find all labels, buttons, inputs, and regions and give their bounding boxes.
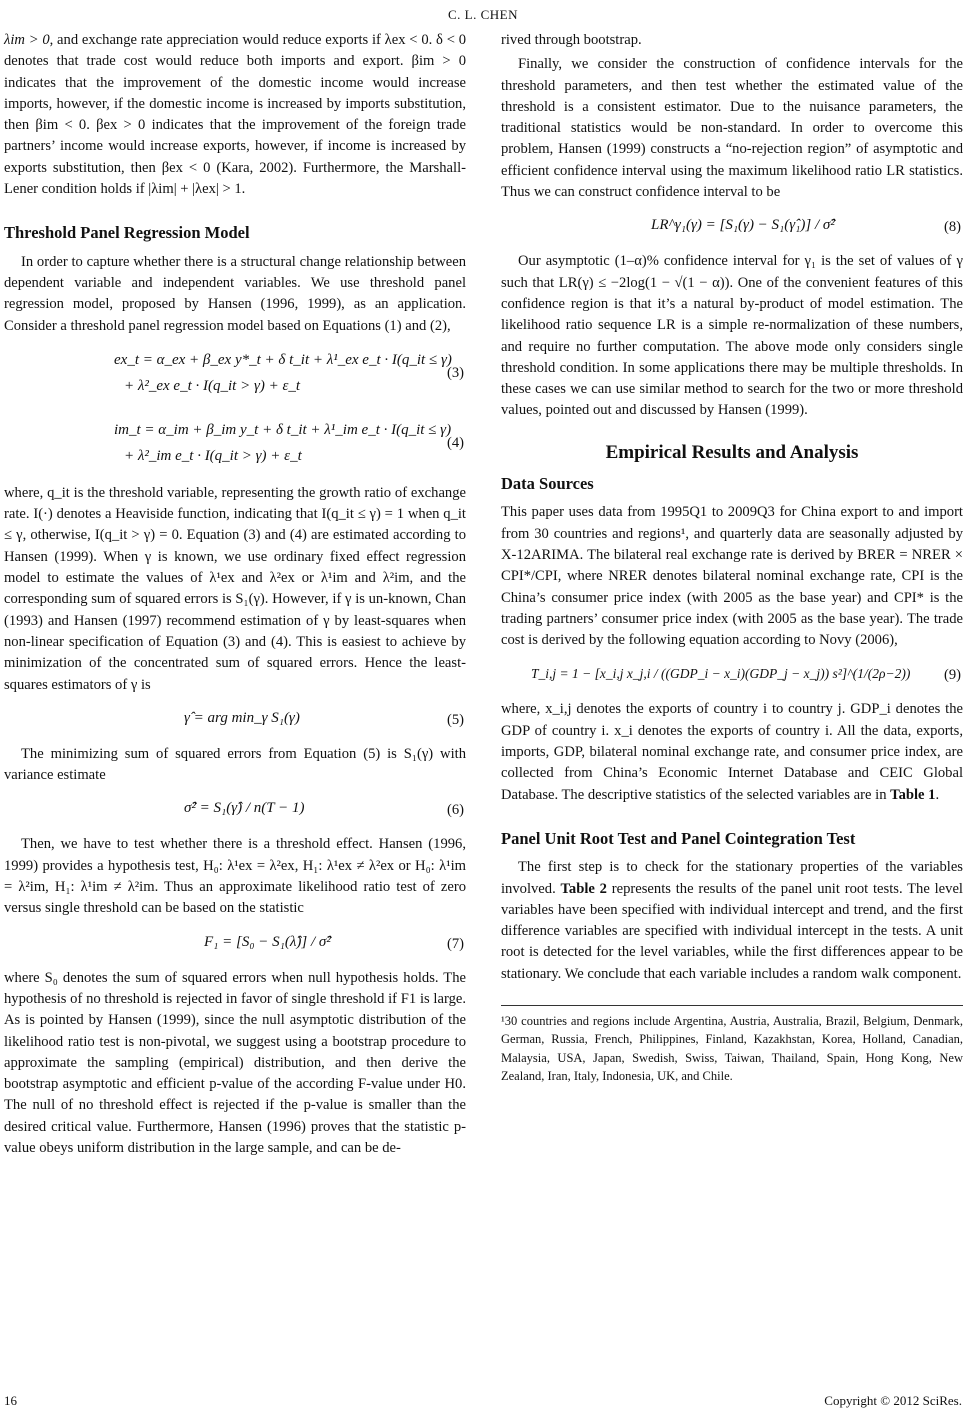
equation-9-number: (9) xyxy=(943,667,961,684)
equation-3 xyxy=(4,343,466,407)
paragraph-1-lead: λim > 0 xyxy=(4,32,50,48)
equation-5-body: γ̂ = arg min_γ S₁(γ) xyxy=(184,709,300,726)
paragraph-9: Our asymptotic (1–α)% confidence interval for γ₁ is the set of values of γ such that LR(γ) ≤ −2log(1 − √(1 − α)). One of the convenient features of this confidence region is that it’s a natural by-product of model estimation. The likelihood ratio sequence LR is a simple re-normalization of these numbers, and require no further computation. The above mode only considers single threshold condition. In some applications there may be multiple thresholds. In these cases we can use similar method to search for the two or more threshold values, pointed out and discussed by Hansen (1999). xyxy=(501,253,963,419)
copyright-notice: Copyright © 2012 SciRes. xyxy=(824,1393,962,1408)
paragraph-11-text: where, x_i,j denotes the exports of country i to country j. GDP_i denotes the GDP of country i. x_i denotes the exports of country i. All the data, exports, imports, GDP, bilateral nominal exchange rate, and consumer price index, are collected from China’s Economic Internet Database and CEIC Global Database. The descriptive statistics of the selected variables are in xyxy=(501,701,963,803)
paragraph-11-end: . xyxy=(935,786,940,803)
table-1-reference[interactable]: Table 1 xyxy=(890,786,936,803)
equation-8 xyxy=(501,209,963,245)
paragraph-1-text: , and exchange rate appreciation would reduce exports if λex < 0. δ < 0 denotes that trade cost would reduce both imports and export. βim > 0 indicates that the improvement of the domestic income would increase imports, however, if the domestic income is increased by imports substitution, then βim < 0. βex > 0 indicates that the improvement of the foreign trade partners’ income would increase exports, however, if income is increased by exports substitution, then βex < 0 (Kara, 2002). Furthermore, the Marshall-Lener condition holds if |λim| + |λex| > 1. xyxy=(4,32,467,198)
paragraph-11 xyxy=(501,699,963,805)
page-number: 16 xyxy=(4,1393,17,1408)
footnote-1: ¹30 countries and regions include Argentina, Austria, Australia, Brazil, Belgium, Denmark, German, Russia, French, Philippines, Finland, Kazakhstan, Korea, Holland, Canadian, Malaysia, USA, Japan, Swedish, Swiss, Taiwan, Thailand, Spain, Hong Kong, New Zealand, Iran, Italy, Indonesia, UK, and Chile. xyxy=(501,1013,963,1084)
equation-7-body: F₁ = [S₀ − S₁(λ̂)] / σ̂² xyxy=(204,933,331,950)
equation-5 xyxy=(4,702,466,738)
table-2-reference[interactable]: Table 2 xyxy=(560,880,607,897)
paragraph-4: The minimizing sum of squared errors from Equation (5) is S₁(γ) with variance estimate xyxy=(4,745,466,784)
equation-4-line-2: + λ²_im e_t · I(q_it > γ) + ε_t xyxy=(124,447,302,464)
section-title-unit-root: Panel Unit Root Test and Panel Cointegration Test xyxy=(501,828,856,848)
paragraph-3: where, q_it is the threshold variable, representing the growth ratio of exchange rate. I(·) denotes a Heaviside function, indicating that I(q_it ≤ γ) = 1 when q_it ≤ γ, otherwise, I(q_it > γ) = 0. Equation (3) and (4) are estimated according to Hansen (1999). When γ is known, we use ordinary fixed effect regression model to estimate the values of λ¹ex and λ²ex or λ¹im and λ²im, and the corresponding sum of squared errors is S₁(γ). However, if γ is un-known, Chan (1993) and Hansen (1997) recommend estimation of γ by least-squares when non-linear specification of Equation (3) and (4). This is easiest to achieve by minimization of the concentrated sum of squared errors. Hence the least-squares estimators of γ is xyxy=(4,484,466,693)
paragraph-8: Finally, we consider the construction of confidence intervals for the threshold parameters, and then test whether the estimated value of the threshold is a consistent estimator. Due to the nuisance parameters, the traditional statistics would be non-standard. In order to overcome this problem, Hansen (1999) constructs a “no-rejection region” of asymptotic and efficient confidence interval using the maximum likelihood ratio LR statistics. Thus we can construct confidence interval to be xyxy=(501,56,963,201)
equation-6-body: σ̂² = S₁(γ̂) / n(T − 1) xyxy=(184,800,305,817)
equation-3-line-2: + λ²_ex e_t · I(q_it > γ) + ε_t xyxy=(124,377,301,394)
equation-8-number: (8) xyxy=(943,219,961,236)
equation-9-body: T_i,j = 1 − [x_i,j x_j,i / ((GDP_i − x_i)(GDP_j − x_j)) s²]^(1/(2ρ−2)) xyxy=(531,666,911,682)
paragraph-10: This paper uses data from 1995Q1 to 2009Q3 for China export to and import from 30 countries and regions¹, and quarterly data are seasonally adjusted by X-12ARIMA. The bilateral real exchange rate is derived by BRER = NRER × CPI*/CPI, where NRER denotes bilateral nominal exchange rate, CPI is the China’s consumer price index (with 2005 as the base year) and CPI* is the trading partners’ consumer price index (with 2005 as the base year). The trade cost is derived by the following equation according to Novy (2006), xyxy=(501,504,963,649)
equation-7-number: (7) xyxy=(446,935,464,952)
section-title-threshold-model: Threshold Panel Regression Model xyxy=(4,223,250,243)
footnote-divider xyxy=(501,1005,963,1006)
equation-3-line-1: ex_t = α_ex + β_ex y*_t + δ t_it + λ¹_ex e_t · I(q_it ≤ γ) xyxy=(114,351,452,368)
equation-4-line-1: im_t = α_im + β_im y_t + δ t_it + λ¹_im e_t · I(q_it ≤ γ) xyxy=(114,421,452,438)
section-title-empirical-results: Empirical Results and Analysis xyxy=(605,441,859,463)
paragraph-12 xyxy=(501,857,963,985)
paragraph-12-text-b: represents the results of the panel unit root tests. The level variables have been specified with individual intercept and trend, and the first difference variables are specified with individual intercept in the tests. A unit root is detected for the level variables, while the first differences appear to be stationary. We conclude that each variable includes a random walk component. xyxy=(501,880,963,982)
section-title-data-sources: Data Sources xyxy=(501,474,594,494)
equation-6-number: (6) xyxy=(446,802,464,819)
paragraph-6: where S₀ denotes the sum of squared errors when null hypothesis holds. The hypothesis of no threshold is rejected in favor of single threshold if F1 is large. As is pointed by Hansen (1999), since the null asymptotic distribution of the likelihood ratio test is non-pivotal, we suggest using a bootstrap procedure to approximate the sampling (empirical) distribution, and then derive the bootstrap asymptotic and efficient p-value of the according F-value under H0. The null of no threshold effect is rejected if the p-value is smaller than the desired critical value. Furthermore, Hansen (1996) proves that the statistic p-value obeys uniform distribution in the large sample, and can be de- xyxy=(4,969,466,1156)
equation-7 xyxy=(4,926,466,962)
paragraph-7: rived through bootstrap. xyxy=(501,32,642,48)
paragraph-2: In order to capture whether there is a structural change relationship between dependent variable and independent variables. We use threshold panel regression model, proposed by Hansen (1996, 1999), as an application. Consider a threshold panel regression model based on Equations (1) and (2), xyxy=(4,253,466,334)
equation-9 xyxy=(501,657,963,693)
running-header: C. L. CHEN xyxy=(448,7,518,22)
equation-5-number: (5) xyxy=(446,711,464,728)
left-column xyxy=(4,30,466,1162)
equation-3-number: (3) xyxy=(446,364,464,381)
paragraph-1 xyxy=(4,30,466,200)
paragraph-5: Then, we have to test whether there is a threshold effect. Hansen (1996, 1999) provides a hypothesis test, H₀: λ¹ex = λ²ex, H₁: λ¹ex ≠ λ²ex or H₀: λ¹im = λ²im, H₁: λ¹im ≠ λ²im. Thus an approximate likelihood ratio test of zero versus single threshold can be based on the statistic xyxy=(4,836,466,917)
equation-4-number: (4) xyxy=(446,434,464,451)
paragraph-12-text-a: The first step is to check for the stationary properties of the variables involved. xyxy=(501,859,963,897)
right-column xyxy=(501,30,963,1089)
equation-6 xyxy=(4,792,466,828)
equation-4 xyxy=(4,413,466,477)
equation-8-body: LR^γ₁(γ) = [S₁(γ) − S₁(γ̂₁)] / σ̂² xyxy=(651,217,835,234)
